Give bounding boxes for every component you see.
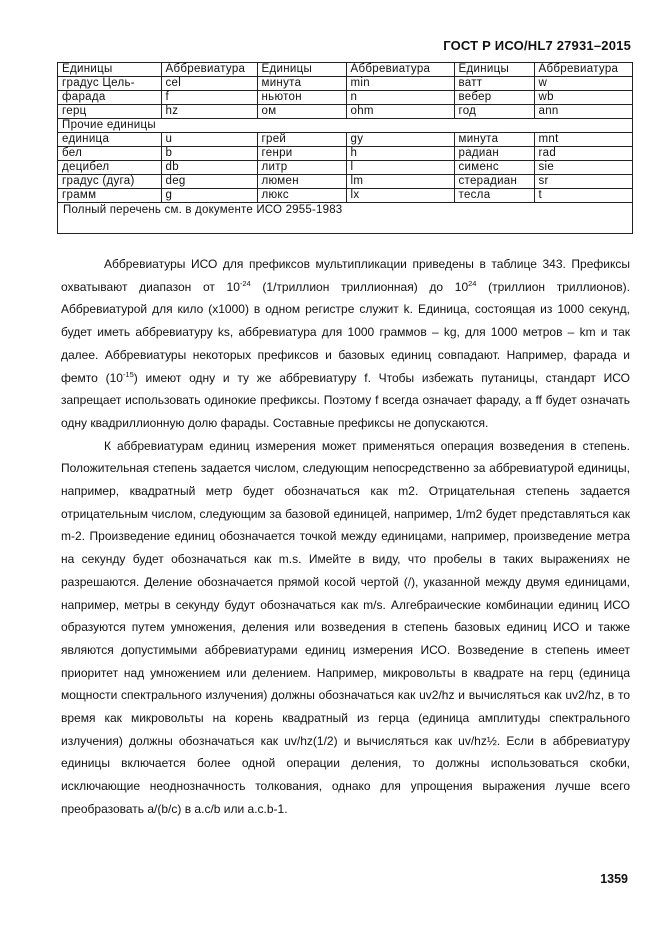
table-cell: ohm [346,105,454,119]
text-run: (1/триллион триллионная) до 10 [250,279,469,294]
table-cell: w [534,77,632,91]
table-cell: Единицы [58,63,161,77]
table-cell: Аббревиатура [534,63,632,77]
table-cell: минута [454,133,534,147]
table-cell: люкс [257,189,346,203]
text-run: Аббревиатуры ИСО для префиксов мультипликации приведены в таблице 343. Префиксы охватывают диапазон от 10 [61,257,630,294]
table-cell: sr [534,175,632,189]
table-cell: грамм [58,189,161,203]
table-footnote: Полный перечень см. в документе ИСО 2955-1983 [63,204,343,216]
table-header-row [58,63,632,77]
table-cell: фарада [58,91,161,105]
body-text [61,253,630,821]
table-cell: децибел [58,161,161,175]
table-cell: бел [58,147,161,161]
table-cell: lx [346,189,454,203]
units-table [58,63,632,203]
table-cell: минута [257,77,346,91]
table-cell: тесла [454,189,534,203]
table-row [58,189,632,203]
table-cell: единица [58,133,161,147]
table-cell: g [161,189,257,203]
table-row [58,91,632,105]
table-cell: u [161,133,257,147]
table-cell: h [346,147,454,161]
table-cell: радиан [454,147,534,161]
table-row [58,161,632,175]
paragraph-exponents: К аббревиатурам единиц измерения может применяться операция возведения в степень. Положительная степень задается числом, следующим непосредственно за аббревиатурой единицы, например, квадратный метр будет обозначаться как m2. Отрицательная степень задается отрицательным числом, следующим за базовой единицей, например, 1/m2 будет представляться как m-2. Произведение единиц обозначается точкой между единицами, например, произведение метра на секунду будет обозначаться как m.s. Имейте в виду, что пробелы в таких выражениях не разрешаются. Деление обозначается прямой косой чертой (/), указанной между двумя единицами, например, метры в секунду будут обозначаться как m/s. Алгебраические комбинации единиц ИСО образуются путем умножения, деления или возведения в степень базовых единиц ИСО и также являются допустимыми аббревиатурами единиц измерения ИСО. Возведение в степень имеет приоритет над умножением или делением. Например, микровольты в квадрате на герц (единица мощности спектрального излучения) должны обозначаться как uv2/hz и вычисляться как uv2/hz, в то время как микровольты на корень квадратный из герца (единица амплитуды спектрального излучения) должны обозначаться как uv/hz(1/2) и вычисляться как uv/hz½. Если в аббревиатуру единицы включается более одной операции деления, то должны использоваться скобки, исключающие неоднозначность толкования, однако для упрощения выражения лучше всего преобразовать a/(b/c) в a.c/b или a.c.b-1. [61,438,630,816]
superscript: -15 [122,369,134,379]
table-row [58,105,632,119]
table-cell: ватт [454,77,534,91]
table-cell: ann [534,105,632,119]
table-cell: min [346,77,454,91]
table-cell: Единицы [454,63,534,77]
superscript: 24 [468,278,477,288]
table-cell: f [161,91,257,105]
table-cell: wb [534,91,632,105]
table-cell: люмен [257,175,346,189]
text-run: ) имеют одну и ту же аббревиатуру f. Чтобы избежать путаницы, стандарт ИСО запрещает использовать одинокие префиксы. Поэтому f всегда означает фараду, а ff будет означать одну квадриллионную долю фарады. Составные префиксы не допускаются. [61,370,631,430]
table-cell: градус Цель- [58,77,161,91]
table-cell: n [346,91,454,105]
paragraph-prefixes [61,253,630,435]
table-cell: mnt [534,133,632,147]
section-label: Прочие единицы [58,119,632,133]
table-cell: герц [58,105,161,119]
text-run: (триллион триллионов). Аббревиатурой для кило (x1000) в одном регистре служит k. Единица, состоящая из 1000 секунд, будет иметь аббревиатуру ks, аббревиатура для 1000 граммов – kg, для 1000 метров – km и так далее. Аббревиатуры некоторых префиксов и базовых единиц совпадают. Например, фарада и фемто (10 [61,279,631,385]
table-cell: Аббревиатура [161,63,257,77]
table-cell: sie [534,161,632,175]
table-cell: deg [161,175,257,189]
table-cell: rad [534,147,632,161]
table-cell: cel [161,77,257,91]
table-row [58,77,632,91]
table-cell: стерадиан [454,175,534,189]
document-header: ГОСТ Р ИСО/HL7 27931–2015 [443,38,631,53]
table-section-row [58,119,632,133]
superscript: -24 [239,278,251,288]
table-cell: hz [161,105,257,119]
table-cell: вебер [454,91,534,105]
table-cell: l [346,161,454,175]
page-number: 1359 [600,872,628,886]
table-row [58,133,632,147]
table-cell: Аббревиатура [346,63,454,77]
table-cell: ньютон [257,91,346,105]
table-cell: градус (дуга) [58,175,161,189]
units-table-frame [57,62,633,234]
table-cell: ом [257,105,346,119]
table-cell: lm [346,175,454,189]
table-cell: год [454,105,534,119]
table-row [58,175,632,189]
table-row [58,147,632,161]
table-cell: t [534,189,632,203]
table-cell: db [161,161,257,175]
table-cell: литр [257,161,346,175]
table-cell: грей [257,133,346,147]
table-cell: генри [257,147,346,161]
table-cell: Единицы [257,63,346,77]
table-cell: b [161,147,257,161]
table-cell: сименс [454,161,534,175]
table-cell: gy [346,133,454,147]
